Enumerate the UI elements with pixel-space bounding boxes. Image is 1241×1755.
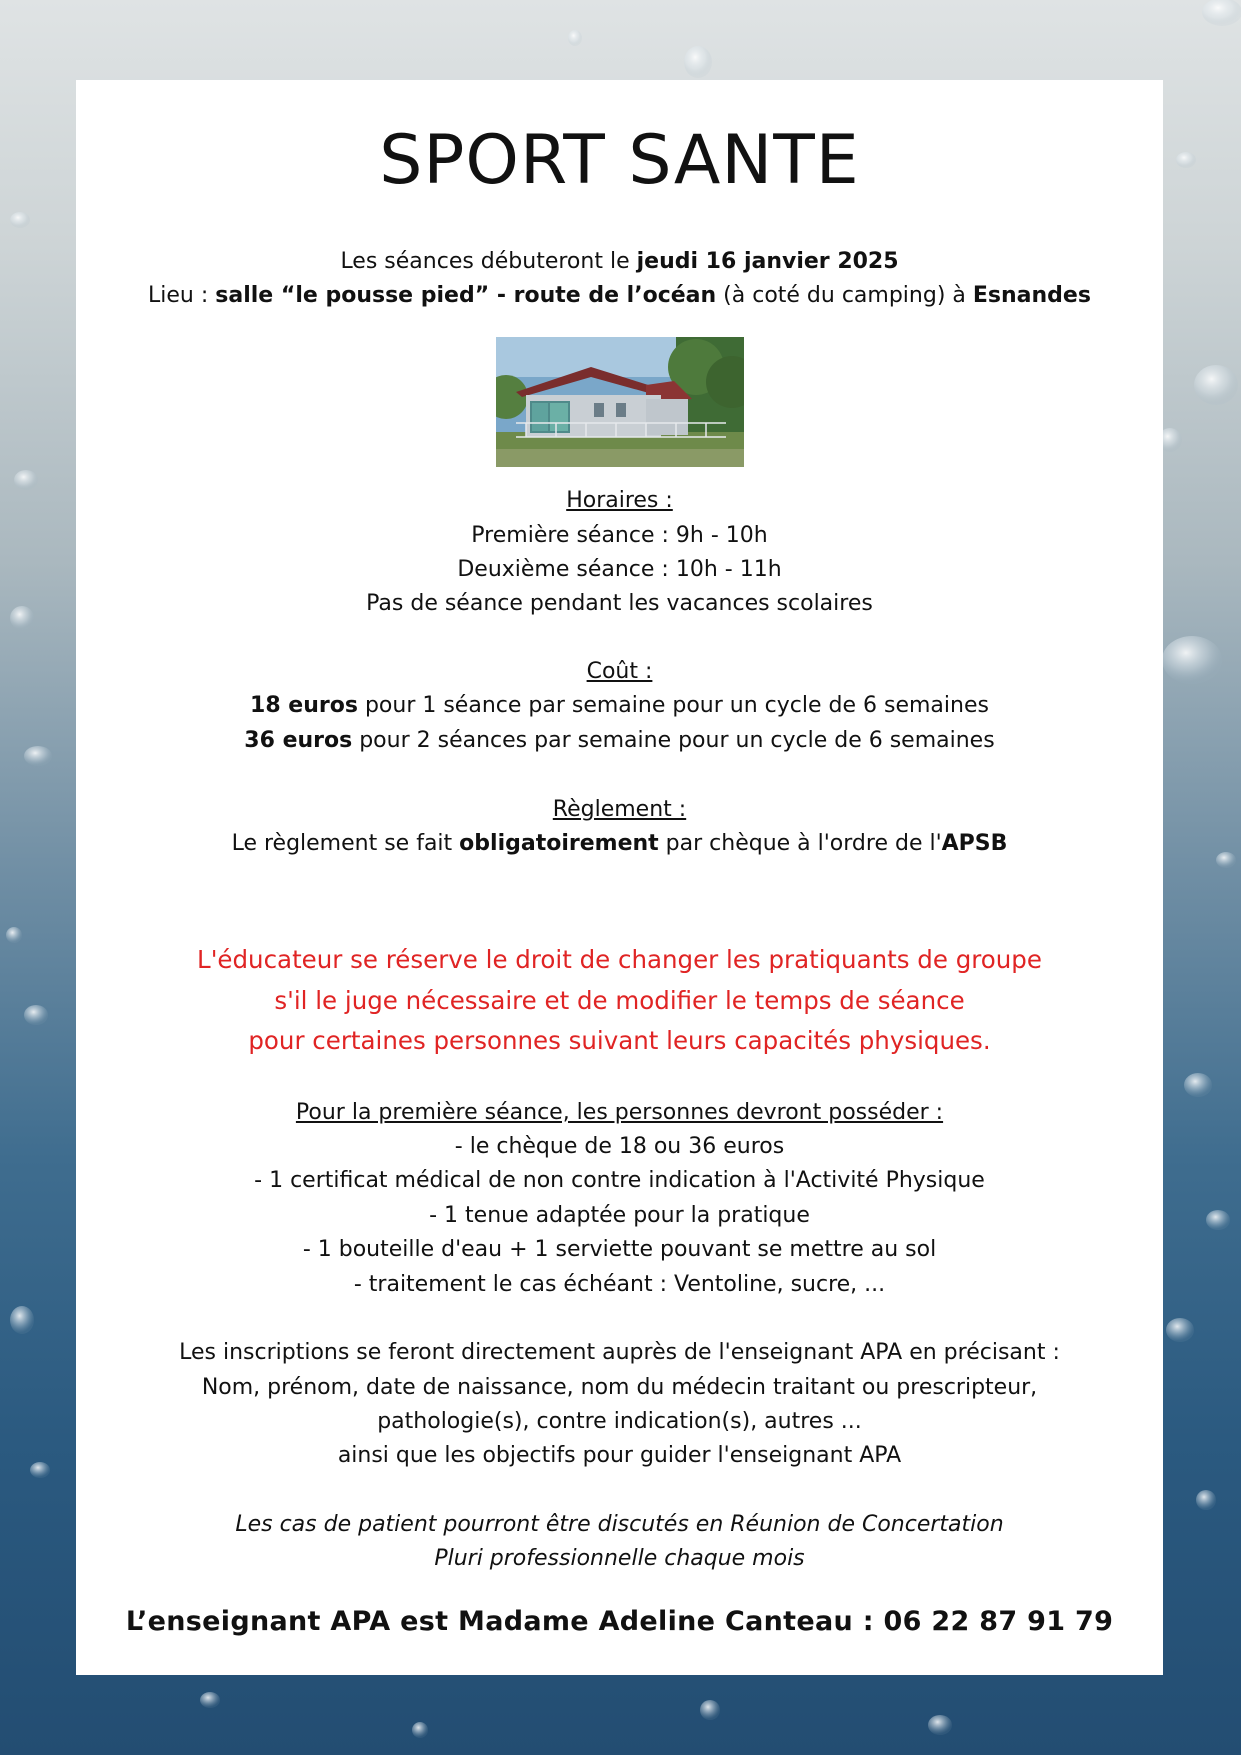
requirement-item: - 1 tenue adaptée pour la pratique bbox=[429, 1203, 810, 1228]
warning-line: s'il le juge nécessaire et de modifier le temps de séance bbox=[274, 986, 965, 1015]
page-title: SPORT SANTE bbox=[379, 121, 860, 200]
horaires-line: Première séance : 9h - 10h bbox=[471, 523, 768, 548]
teacher-contact: L’enseignant APA est Madame Adeline Canteau : 06 22 87 91 79 bbox=[125, 1606, 1114, 1637]
inscriptions-line: ainsi que les objectifs pour guider l'enseignant APA bbox=[337, 1443, 902, 1468]
requirement-item: - le chèque de 18 ou 36 euros bbox=[454, 1134, 785, 1159]
venue-name: salle “le pousse pied” - route de l’océan bbox=[215, 283, 717, 308]
horaires-line: Deuxième séance : 10h - 11h bbox=[457, 557, 782, 582]
start-date: jeudi 16 janvier 2025 bbox=[636, 249, 899, 274]
requirements-heading: Pour la première séance, les personnes devront posséder : bbox=[295, 1100, 944, 1125]
building-photo bbox=[496, 337, 744, 467]
reglement-heading: Règlement : bbox=[552, 797, 687, 822]
town-name: Esnandes bbox=[972, 283, 1091, 308]
note-line: Les cas de patient pourront être discutés en Réunion de Concertation bbox=[235, 1512, 1004, 1537]
start-date-line: Les séances débuteront le jeudi 16 janvier 2025 bbox=[340, 249, 899, 274]
cout-line-2: 36 euros pour 2 séances par semaine pour un cycle de 6 semaines bbox=[244, 728, 995, 753]
price-36: 36 euros bbox=[244, 728, 353, 753]
inscriptions-line: pathologie(s), contre indication(s), autres ... bbox=[377, 1409, 862, 1434]
requirement-item: - traitement le cas échéant : Ventoline, sucre, ... bbox=[353, 1272, 886, 1297]
requirement-item: - 1 certificat médical de non contre indication à l'Activité Physique bbox=[254, 1168, 985, 1193]
warning-line: pour certaines personnes suivant leurs capacités physiques. bbox=[248, 1026, 991, 1055]
inscriptions-line: Les inscriptions se feront directement auprès de l'enseignant APA en précisant : bbox=[179, 1340, 1060, 1365]
warning-line: L'éducateur se réserve le droit de changer les pratiquants de groupe bbox=[197, 945, 1042, 974]
reglement-line: Le règlement se fait obligatoirement par chèque à l'ordre de l'APSB bbox=[231, 831, 1008, 856]
cout-heading: Coût : bbox=[586, 659, 653, 684]
requirement-item: - 1 bouteille d'eau + 1 serviette pouvant se mettre au sol bbox=[302, 1237, 937, 1262]
horaires-heading: Horaires : bbox=[566, 488, 673, 513]
flyer-card bbox=[76, 80, 1163, 1675]
location-line: Lieu : salle “le pousse pied” - route de l’océan (à coté du camping) à Esnandes bbox=[148, 283, 1091, 308]
price-18: 18 euros bbox=[250, 693, 358, 718]
cout-line-1: 18 euros pour 1 séance par semaine pour un cycle de 6 semaines bbox=[250, 693, 989, 718]
note-line: Pluri professionnelle chaque mois bbox=[434, 1546, 805, 1571]
horaires-line: Pas de séance pendant les vacances scolaires bbox=[366, 591, 873, 616]
inscriptions-line: Nom, prénom, date de naissance, nom du médecin traitant ou prescripteur, bbox=[201, 1375, 1038, 1400]
